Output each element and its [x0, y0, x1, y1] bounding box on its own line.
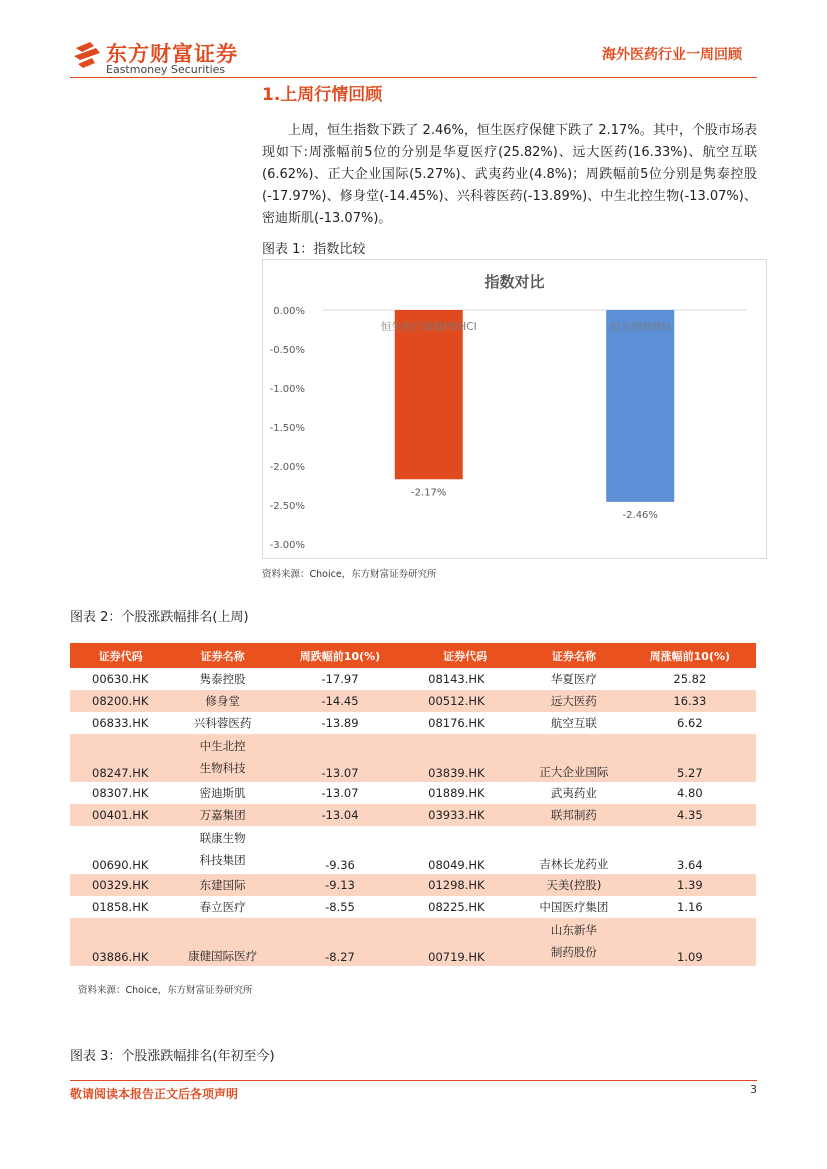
- y-tick-label: -0.50%: [269, 345, 305, 356]
- data-label: -2.46%: [622, 509, 658, 521]
- stock-code-cell: 08307.HK: [70, 782, 171, 804]
- stock-code-cell: 00329.HK: [70, 874, 171, 896]
- stock-code-cell: 08247.HK: [70, 734, 171, 782]
- change-pct-cell: -8.27: [274, 918, 406, 966]
- stock-name-cell: 天美(控股): [524, 874, 624, 896]
- y-tick-label: 0.00%: [273, 306, 305, 317]
- market-review-paragraph: [262, 120, 757, 230]
- stock-name-cell: 东建国际: [171, 874, 273, 896]
- index-comparison-chart: [262, 259, 767, 559]
- change-pct-cell: 1.16: [624, 896, 756, 918]
- col-header: 证券代码: [406, 643, 524, 668]
- y-tick-label: -2.50%: [269, 501, 305, 512]
- stock-name-cell: 中国医疗集团: [524, 896, 624, 918]
- table-row: [70, 918, 756, 966]
- paragraph-text: 上周，恒生指数下跌了 2.46%，恒生医疗保健下跌了 2.17%。其中，个股市场表现如下:周涨幅前5位的分别是华夏医疗(25.82%)、远大医药(16.33%)、航空互联(6.62%)、正大企业国际(5.27%)、武夷药业(4.8%)；周跌幅前5位分别是隽泰控股(-17.97%)、修身堂(-14.45%)、兴科蓉医药(-13.89%)、中生北控生物(-13.07%)、密迪斯肌(-13.07%)。: [262, 123, 757, 226]
- change-pct-cell: 5.27: [624, 734, 756, 782]
- change-pct-cell: 1.09: [624, 918, 756, 966]
- figure2-label: 图表 2：个股涨跌幅排名(上周): [70, 610, 249, 625]
- stock-name-cell: 武夷药业: [524, 782, 624, 804]
- stock-code-cell: 01298.HK: [406, 874, 524, 896]
- stock-name-cell: 春立医疗: [171, 896, 273, 918]
- change-pct-cell: 1.39: [624, 874, 756, 896]
- col-header: 证券名称: [524, 643, 624, 668]
- stock-name-cell: 兴科蓉医药: [171, 712, 273, 734]
- stock-name-cell: 正大企业国际: [524, 734, 624, 782]
- y-tick-label: -3.00%: [269, 540, 305, 551]
- table-header-row: [70, 643, 756, 668]
- change-pct-cell: 6.62: [624, 712, 756, 734]
- stock-code-cell: 06833.HK: [70, 712, 171, 734]
- table-row: [70, 734, 756, 782]
- table-row: [70, 668, 756, 690]
- table-row: [70, 826, 756, 874]
- page-number: 3: [750, 1083, 757, 1096]
- y-tick-label: -1.00%: [269, 384, 305, 395]
- figure1-source: 资料来源：Choice，东方财富证券研究所: [262, 569, 437, 580]
- y-tick-label: -2.00%: [269, 462, 305, 473]
- change-pct-cell: -14.45: [274, 690, 406, 712]
- figure2-source: 资料来源：Choice，东方财富证券研究所: [78, 985, 253, 996]
- change-pct-cell: -13.07: [274, 734, 406, 782]
- stock-code-cell: 08225.HK: [406, 896, 524, 918]
- report-title: 海外医药行业一周回顾: [602, 47, 742, 63]
- col-header: 周涨幅前10(%): [624, 643, 756, 668]
- stock-code-cell: 08200.HK: [70, 690, 171, 712]
- stock-name-cell: 隽泰控股: [171, 668, 273, 690]
- stock-name-cell: 吉林长龙药业: [524, 826, 624, 874]
- col-header: 证券代码: [70, 643, 171, 668]
- header-divider: [70, 77, 757, 78]
- stock-code-cell: 08176.HK: [406, 712, 524, 734]
- stock-name-cell: 联康生物 科技集团: [171, 826, 273, 874]
- section-title: 1.上周行情回顾: [262, 85, 383, 105]
- col-header: 证券名称: [171, 643, 273, 668]
- col-header: 周跌幅前10(%): [274, 643, 406, 668]
- change-pct-cell: -9.36: [274, 826, 406, 874]
- stock-name-cell: 联邦制药: [524, 804, 624, 826]
- category-label: 恒生指数HSI: [610, 321, 671, 333]
- chart-svg: [263, 260, 766, 558]
- change-pct-cell: 4.80: [624, 782, 756, 804]
- eastmoney-logo-icon: [70, 38, 104, 72]
- stock-code-cell: 00512.HK: [406, 690, 524, 712]
- logo-english-name: Eastmoney Securities: [106, 63, 226, 76]
- stock-name-cell: 密迪斯肌: [171, 782, 273, 804]
- stock-code-cell: 00630.HK: [70, 668, 171, 690]
- change-pct-cell: 16.33: [624, 690, 756, 712]
- change-pct-cell: 4.35: [624, 804, 756, 826]
- table-row: [70, 782, 756, 804]
- stock-code-cell: 01889.HK: [406, 782, 524, 804]
- stock-name-cell: 航空互联: [524, 712, 624, 734]
- stock-code-cell: 03886.HK: [70, 918, 171, 966]
- y-tick-label: -1.50%: [269, 423, 305, 434]
- bar: [606, 310, 674, 502]
- stock-name-cell: 康健国际医疗: [171, 918, 273, 966]
- change-pct-cell: 25.82: [624, 668, 756, 690]
- footer-divider: [70, 1080, 757, 1081]
- change-pct-cell: -13.07: [274, 782, 406, 804]
- stock-name-cell: 万嘉集团: [171, 804, 273, 826]
- change-pct-cell: -8.55: [274, 896, 406, 918]
- figure3-label: 图表 3：个股涨跌幅排名(年初至今): [70, 1049, 275, 1064]
- table-row: [70, 874, 756, 896]
- table-row: [70, 690, 756, 712]
- table-row: [70, 804, 756, 826]
- change-pct-cell: 3.64: [624, 826, 756, 874]
- footer-disclaimer: 敬请阅读本报告正文后各项声明: [70, 1087, 239, 1101]
- data-label: -2.17%: [411, 487, 447, 499]
- change-pct-cell: -9.13: [274, 874, 406, 896]
- table-row: [70, 896, 756, 918]
- stock-code-cell: 03933.HK: [406, 804, 524, 826]
- chart-title: 指数对比: [484, 273, 545, 291]
- logo-chinese-name: 东方财富证券: [106, 42, 238, 66]
- change-pct-cell: -13.04: [274, 804, 406, 826]
- stock-name-cell: 中生北控 生物科技: [171, 734, 273, 782]
- stock-name-cell: 华夏医疗: [524, 668, 624, 690]
- change-pct-cell: -17.97: [274, 668, 406, 690]
- stock-code-cell: 01858.HK: [70, 896, 171, 918]
- stock-name-cell: 修身堂: [171, 690, 273, 712]
- stock-name-cell: 远大医药: [524, 690, 624, 712]
- stock-code-cell: 00719.HK: [406, 918, 524, 966]
- stock-code-cell: 08143.HK: [406, 668, 524, 690]
- stock-code-cell: 08049.HK: [406, 826, 524, 874]
- change-pct-cell: -13.89: [274, 712, 406, 734]
- stock-ranking-table: [70, 643, 756, 966]
- bar: [395, 310, 463, 479]
- stock-code-cell: 00690.HK: [70, 826, 171, 874]
- table-row: [70, 712, 756, 734]
- stock-code-cell: 00401.HK: [70, 804, 171, 826]
- figure1-label: 图表 1：指数比较: [262, 242, 366, 257]
- category-label: 恒生医疗保健HSHCI: [380, 321, 477, 333]
- stock-name-cell: 山东新华 制药股份: [524, 918, 624, 966]
- stock-code-cell: 03839.HK: [406, 734, 524, 782]
